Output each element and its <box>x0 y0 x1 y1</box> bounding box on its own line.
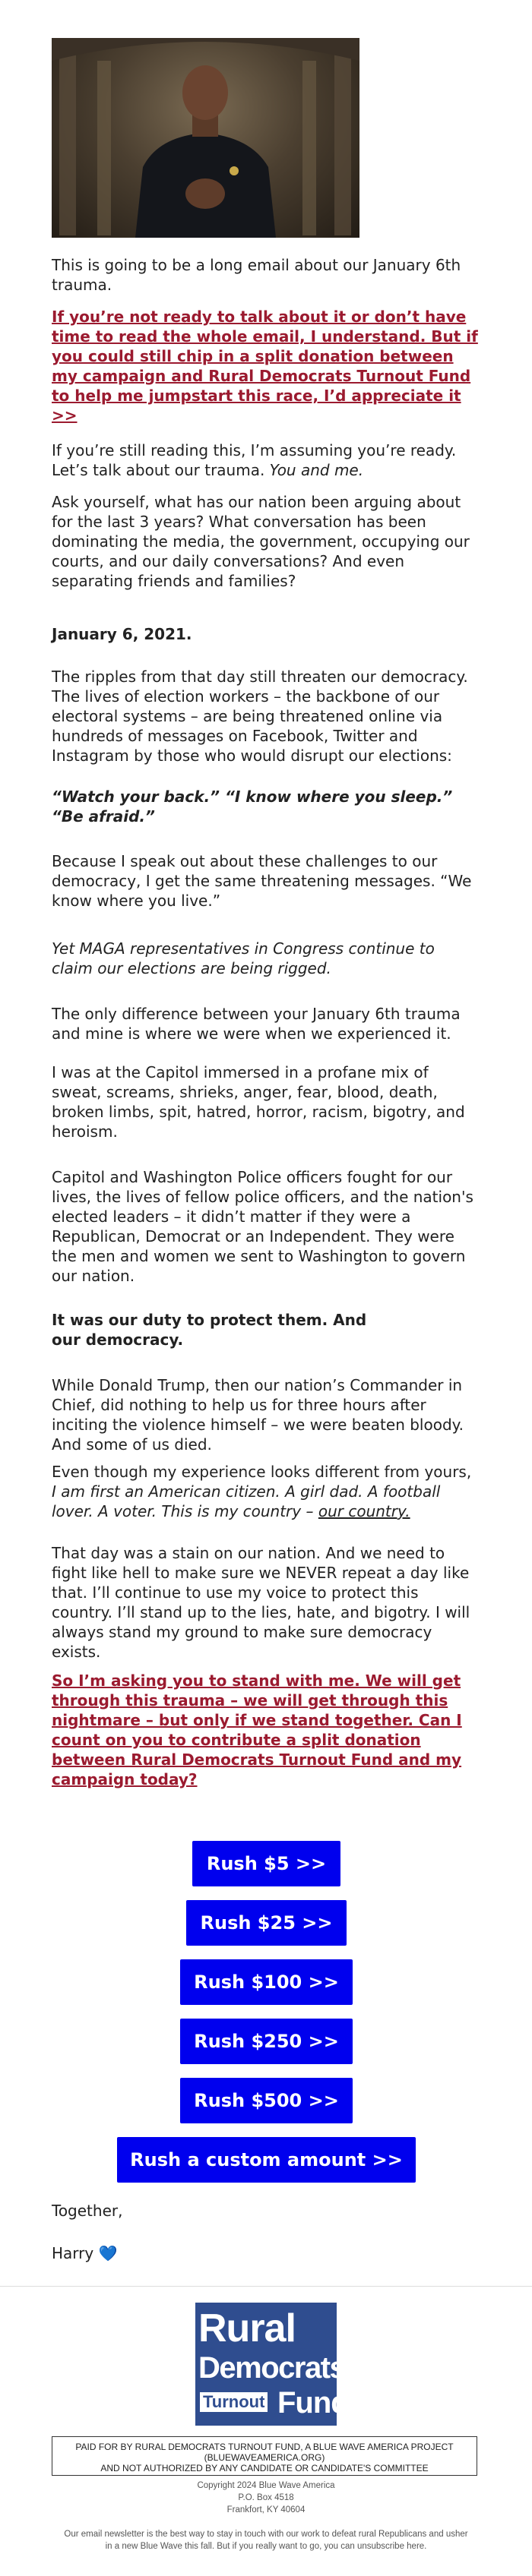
threat-quote: “Watch your back.” “I know where you sleep.” “Be afraid.” <box>52 788 453 826</box>
donate-250-button[interactable]: Rush $250 >> <box>180 2019 353 2064</box>
difference-paragraph: The only difference between your January 6th trauma and mine is where we were when we experienced it. <box>52 1005 461 1043</box>
footer-note-line1: Our email newsletter is the best way to stay in touch with our work to defeat rural Republicans and usher <box>64 2530 468 2539</box>
donate-500-button[interactable]: Rush $500 >> <box>180 2078 353 2123</box>
hero-photo <box>52 38 359 238</box>
footer-pobox: P.O. Box 4518 <box>238 2493 294 2502</box>
experience-paragraph: Even though my experience looks different from yours, I am first an American citizen. A girl dad. A football lover. A voter. This is my country – our country. <box>52 1463 472 1520</box>
heart-icon: 💙 <box>98 2244 118 2262</box>
speak-paragraph: Because I speak out about these challenges to our democracy, I get the same threatening messages. “We know where you live.” <box>52 852 472 910</box>
footer-copyright: Copyright 2024 Blue Wave America <box>197 2481 335 2490</box>
donate-25-button[interactable]: Rush $25 >> <box>186 1900 347 1946</box>
signoff-together: Together, <box>52 2202 123 2220</box>
ready-paragraph: If you’re still reading this, I’m assuming you’re ready. Let’s talk about our trauma. You and me. <box>52 441 457 479</box>
donation-ask-link[interactable]: If you’re not ready to talk about it or don’t have time to read the whole email, I understand. But if you could still chip in a split donation between my campaign and Rural Democrats Turnout Fund to help me jumpstart this race, I’d appreciate it >> <box>52 308 478 425</box>
duty-paragraph: It was our duty to protect them. And our democracy. <box>52 1311 367 1349</box>
paid-for-disclaimer: PAID FOR BY RURAL DEMOCRATS TURNOUT FUND, A BLUE WAVE AMERICA PROJECT (BLUEWAVEAMERICA.ORG) AND NOT AUTHORIZED BY ANY CANDIDATE OR CANDIDATE'S COMMITTEE <box>52 2436 477 2476</box>
date-heading: January 6, 2021. <box>52 625 192 643</box>
footer-city: Frankfort, KY 40604 <box>226 2505 306 2514</box>
signoff-name: Harry 💙 <box>52 2244 118 2262</box>
footer-unsubscribe-note[interactable]: in a new Blue Wave this fall. But if you really want to go, you can unsubscribe here. <box>105 2542 427 2551</box>
trump-paragraph: While Donald Trump, then our nation’s Commander in Chief, did nothing to help us for three hours after inciting the violence himself – we were beaten bloody. And some of us died. <box>52 1376 464 1454</box>
capitol-paragraph: I was at the Capitol immersed in a profane mix of sweat, screams, shrieks, anger, fear, blood, death, broken limbs, spit, hatred, horror, racism, bigotry, and heroism. <box>52 1063 465 1141</box>
donate-5-button[interactable]: Rush $5 >> <box>192 1841 340 1886</box>
stain-paragraph: That day was a stain on our nation. And we need to fight like hell to make sure we NEVER repeat a day like that. I’ll continue to use my voice to protect this country. I’ll stand up to the lies, hate, and bigotry. I will always stand my ground to make sure democracy exists. <box>52 1544 470 1661</box>
donate-100-button[interactable]: Rush $100 >> <box>180 1959 353 2005</box>
final-ask-link[interactable]: So I’m asking you to stand with me. We will get through this trauma – we will get through this nightmare – but only if we stand together. Can I count on you to contribute a split donation between Rural Democrats Turnout Fund and my campaign today? <box>52 1672 462 1788</box>
question-paragraph: Ask yourself, what has our nation been arguing about for the last 3 years? What conversation has been dominating the media, the government, occupying our courts, and our daily conversations? And even separating friends and families? <box>52 493 470 590</box>
officers-paragraph: Capitol and Washington Police officers fought for our lives, the lives of fellow police officers, and the nation's elected leaders – it didn’t matter if they were a Republican, Democrat or an Independent. They were the men and women we sent to Washington to govern our nation. <box>52 1168 473 1285</box>
rural-democrats-logo: Rural Democrats Turnout Fund <box>195 2303 337 2426</box>
footer-divider <box>0 2286 532 2287</box>
maga-paragraph: Yet MAGA representatives in Congress continue to claim our elections are being rigged. <box>52 939 435 977</box>
donate-custom-button[interactable]: Rush a custom amount >> <box>117 2137 416 2183</box>
ripples-paragraph: The ripples from that day still threaten our democracy. The lives of election workers – the backbone of our electoral systems – are being threatened online via hundreds of messages on Facebook, Twitter and Instagram by those who would disrupt our elections: <box>52 668 468 765</box>
officer-illustration <box>52 38 359 238</box>
intro-paragraph: This is going to be a long email about our January 6th trauma. <box>52 256 461 294</box>
